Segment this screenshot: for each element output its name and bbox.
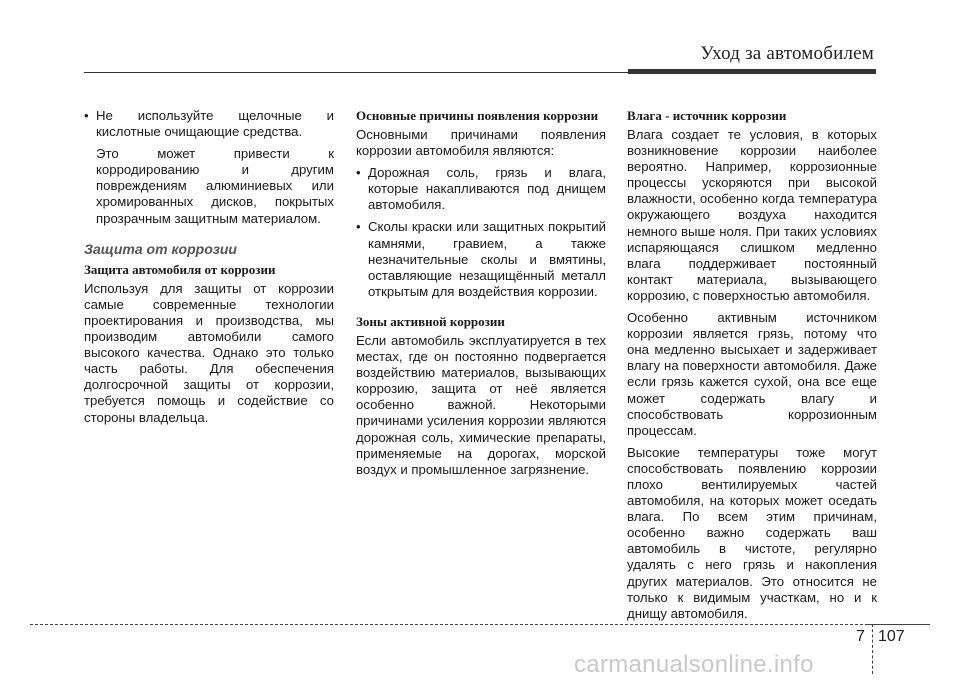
watermark: carmanualsonline.info bbox=[574, 651, 814, 678]
page-number: 107 bbox=[878, 628, 905, 645]
bullet-text: Дорожная соль, грязь и влага, которые накапливаются под днищем автомобиля. bbox=[368, 165, 606, 213]
list-item bbox=[356, 165, 606, 213]
bullet-text: Сколы краски или защитных покрытий камнями, гравием, а также незначительные сколы и вмятины, оставляющие незащищённый металл открытым для воздействия коррозии. bbox=[368, 219, 606, 299]
subheading: Зоны активной коррозии bbox=[356, 313, 505, 329]
bullet-icon: • bbox=[356, 219, 361, 235]
list-item bbox=[356, 219, 606, 299]
section-heading: Защита от коррозии bbox=[84, 240, 237, 257]
footer-divider bbox=[872, 624, 873, 674]
column-left bbox=[84, 108, 334, 432]
header-rule bbox=[84, 72, 630, 73]
header-rule-accent bbox=[628, 69, 876, 74]
bullet-icon: • bbox=[84, 108, 89, 123]
paragraph: Высокие температуры тоже могут способствовать появлению коррозии плохо вентилируемых частей автомобиля, на которых может оседать влага. По всем этим причинам, особенно важно содержать ваш автомобиль в чистоте, регулярно удалять с него грязь и накопления других материалов. Это относится не только к видимым участкам, но и к днищу автомобиля. bbox=[627, 444, 877, 621]
bullet-text: Не используйте щелочные и кислотные очищающие средства. bbox=[96, 108, 334, 140]
paragraph: Основными причинами появления коррозии автомобиля являются: bbox=[356, 127, 606, 159]
subheading: Влага - источник коррозии bbox=[627, 108, 787, 123]
footer-rule bbox=[30, 624, 868, 625]
subheading: Защита автомобиля от коррозии bbox=[84, 261, 276, 277]
column-middle bbox=[356, 108, 606, 484]
paragraph: Это может привести к корродированию и другим повреждениям алюминиевых или хромированных дисков, покрытых прозрачным защитным материалом. bbox=[96, 146, 334, 226]
paragraph: Особенно активным источником коррозии является грязь, потому что она медленно высыхает и задерживает влагу на поверхности автомобиля. Даже если грязь кажется сухой, она все еще может содержать влагу и способствовать коррозионным процессам. bbox=[627, 310, 877, 438]
bullet-icon: • bbox=[356, 165, 361, 181]
subheading: Основные причины появления коррозии bbox=[356, 108, 599, 123]
chapter-number: 7 bbox=[856, 628, 865, 645]
paragraph: Влага создает те условия, в которых возникновение коррозии наиболее вероятно. Например, коррозионные процессы ускоряются при высокой влажности, особенно когда температура окружающего воздуха находится немного выше ноля. При таких условиях испаряющаяся слишком медленно влага поддерживает постоянный контакт материала, вызывающего коррозию, с поверхностью автомобиля. bbox=[627, 127, 877, 303]
list-item bbox=[84, 108, 334, 140]
footer-rule-right bbox=[868, 624, 930, 625]
column-right bbox=[627, 108, 877, 628]
paragraph: Используя для защиты от коррозии самые современные технологии проектирования и производства, мы производим автомобили самого высокого качества. Однако это только часть работы. Для обеспечения долгосрочной защиты от коррозии, требуется помощь и содействие со стороны владельца. bbox=[84, 280, 334, 425]
page-header-title: Уход за автомобилем bbox=[700, 43, 874, 64]
paragraph: Если автомобиль эксплуатируется в тех местах, где он постоянно подвергается воздействию материалов, вызывающих коррозию, защита от неё является особенно важной. Некоторыми причинами усиления коррозии являются дорожная соль, химические препараты, применяемые на дорогах, морской воздух и промышленное загрязнение. bbox=[356, 332, 606, 477]
